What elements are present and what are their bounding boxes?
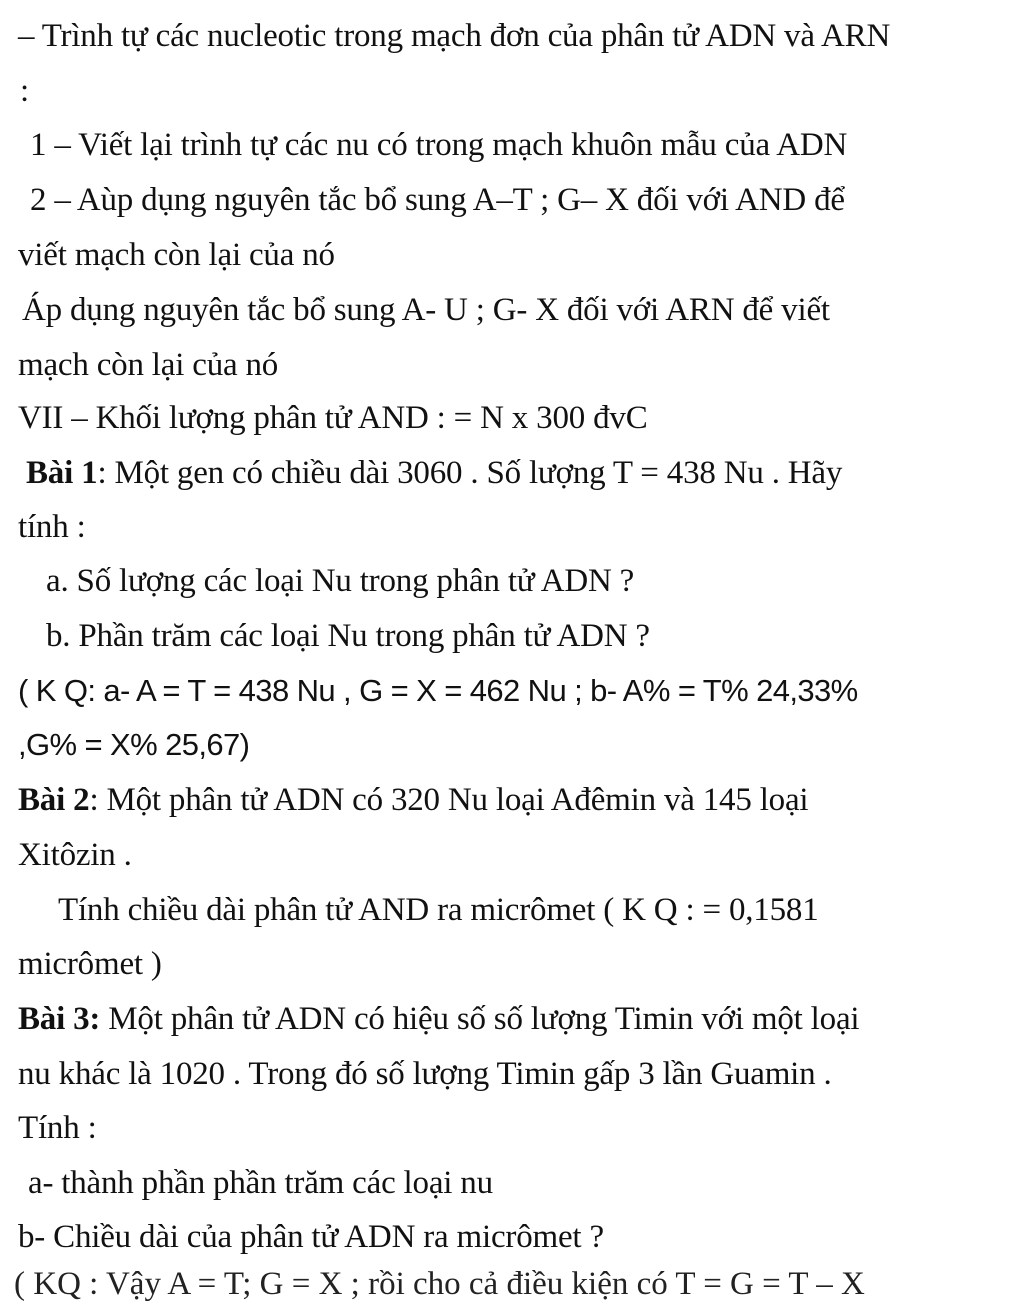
line-exercise-3 xyxy=(18,999,859,1039)
exercise-1-text: : Một gen có chiều dài 3060 . Số lượng T = 438 Nu . Hãy xyxy=(97,455,843,491)
line-step-2: 2 – Aùp dụng nguyên tắc bổ sung A–T ; G– X đối với AND để xyxy=(30,182,845,218)
line-cut-off-answer xyxy=(14,1264,1014,1302)
line-exercise-2-question: Tính chiều dài phân tử AND ra micrômet ( K Q : = 0,1581 xyxy=(58,892,819,928)
cut-off-answer-text: ( KQ : Vậy A = T; G = X ; rồi cho cả điều kiện có T = G = T – X xyxy=(14,1266,865,1302)
line-exercise-1b: b. Phần trăm các loại Nu trong phân tử ADN ? xyxy=(46,618,650,654)
line-exercise-2-cont: Xitôzin . xyxy=(18,837,132,873)
line-exercise-1 xyxy=(26,453,842,493)
line-exercise-2 xyxy=(18,780,808,820)
line-exercise-1-answer-cont: ,G% = X% 25,67) xyxy=(18,727,250,762)
line-arn-rule-cont: mạch còn lại của nó xyxy=(18,347,279,383)
line-exercise-3a: a- thành phần phần trăm các loại nu xyxy=(28,1165,493,1201)
exercise-2-label: Bài 2 xyxy=(18,782,90,818)
line-step-1: 1 – Viết lại trình tự các nu có trong mạch khuôn mẫu của ADN xyxy=(30,127,848,163)
line-arn-rule: Áp dụng nguyên tắc bổ sung A- U ; G- X đối với ARN để viết xyxy=(22,292,830,328)
line-colon: : xyxy=(20,73,29,109)
line-exercise-3b: b- Chiều dài của phân tử ADN ra micrômet ? xyxy=(18,1219,604,1255)
line-exercise-1-answer: ( K Q: a- A = T = 438 Nu , G = X = 462 Nu ; b- A% = T% 24,33% xyxy=(18,673,858,708)
exercise-2-text: : Một phân tử ADN có 320 Nu loại Ađêmin và 145 loại xyxy=(89,782,809,818)
exercise-1-label: Bài 1 xyxy=(26,455,98,491)
line-exercise-3-cont: nu khác là 1020 . Trong đó số lượng Timin gấp 3 lần Guamin . xyxy=(18,1056,832,1092)
line-exercise-1-cont: tính : xyxy=(18,509,86,545)
exercise-3-text: Một phân tử ADN có hiệu số số lượng Timin với một loại xyxy=(100,1001,860,1037)
line-exercise-3-task: Tính : xyxy=(18,1110,97,1146)
line-section-vii: VII – Khối lượng phân tử AND : = N x 300 đvC xyxy=(18,400,648,436)
line-step-2-cont: viết mạch còn lại của nó xyxy=(18,237,335,273)
line-exercise-1a: a. Số lượng các loại Nu trong phân tử ADN ? xyxy=(46,563,635,599)
line-exercise-2-question-cont: micrômet ) xyxy=(18,946,162,982)
line-nucleotide-sequence: – Trình tự các nucleotic trong mạch đơn của phân tử ADN và ARN xyxy=(18,18,891,54)
exercise-3-label: Bài 3: xyxy=(18,1001,101,1037)
